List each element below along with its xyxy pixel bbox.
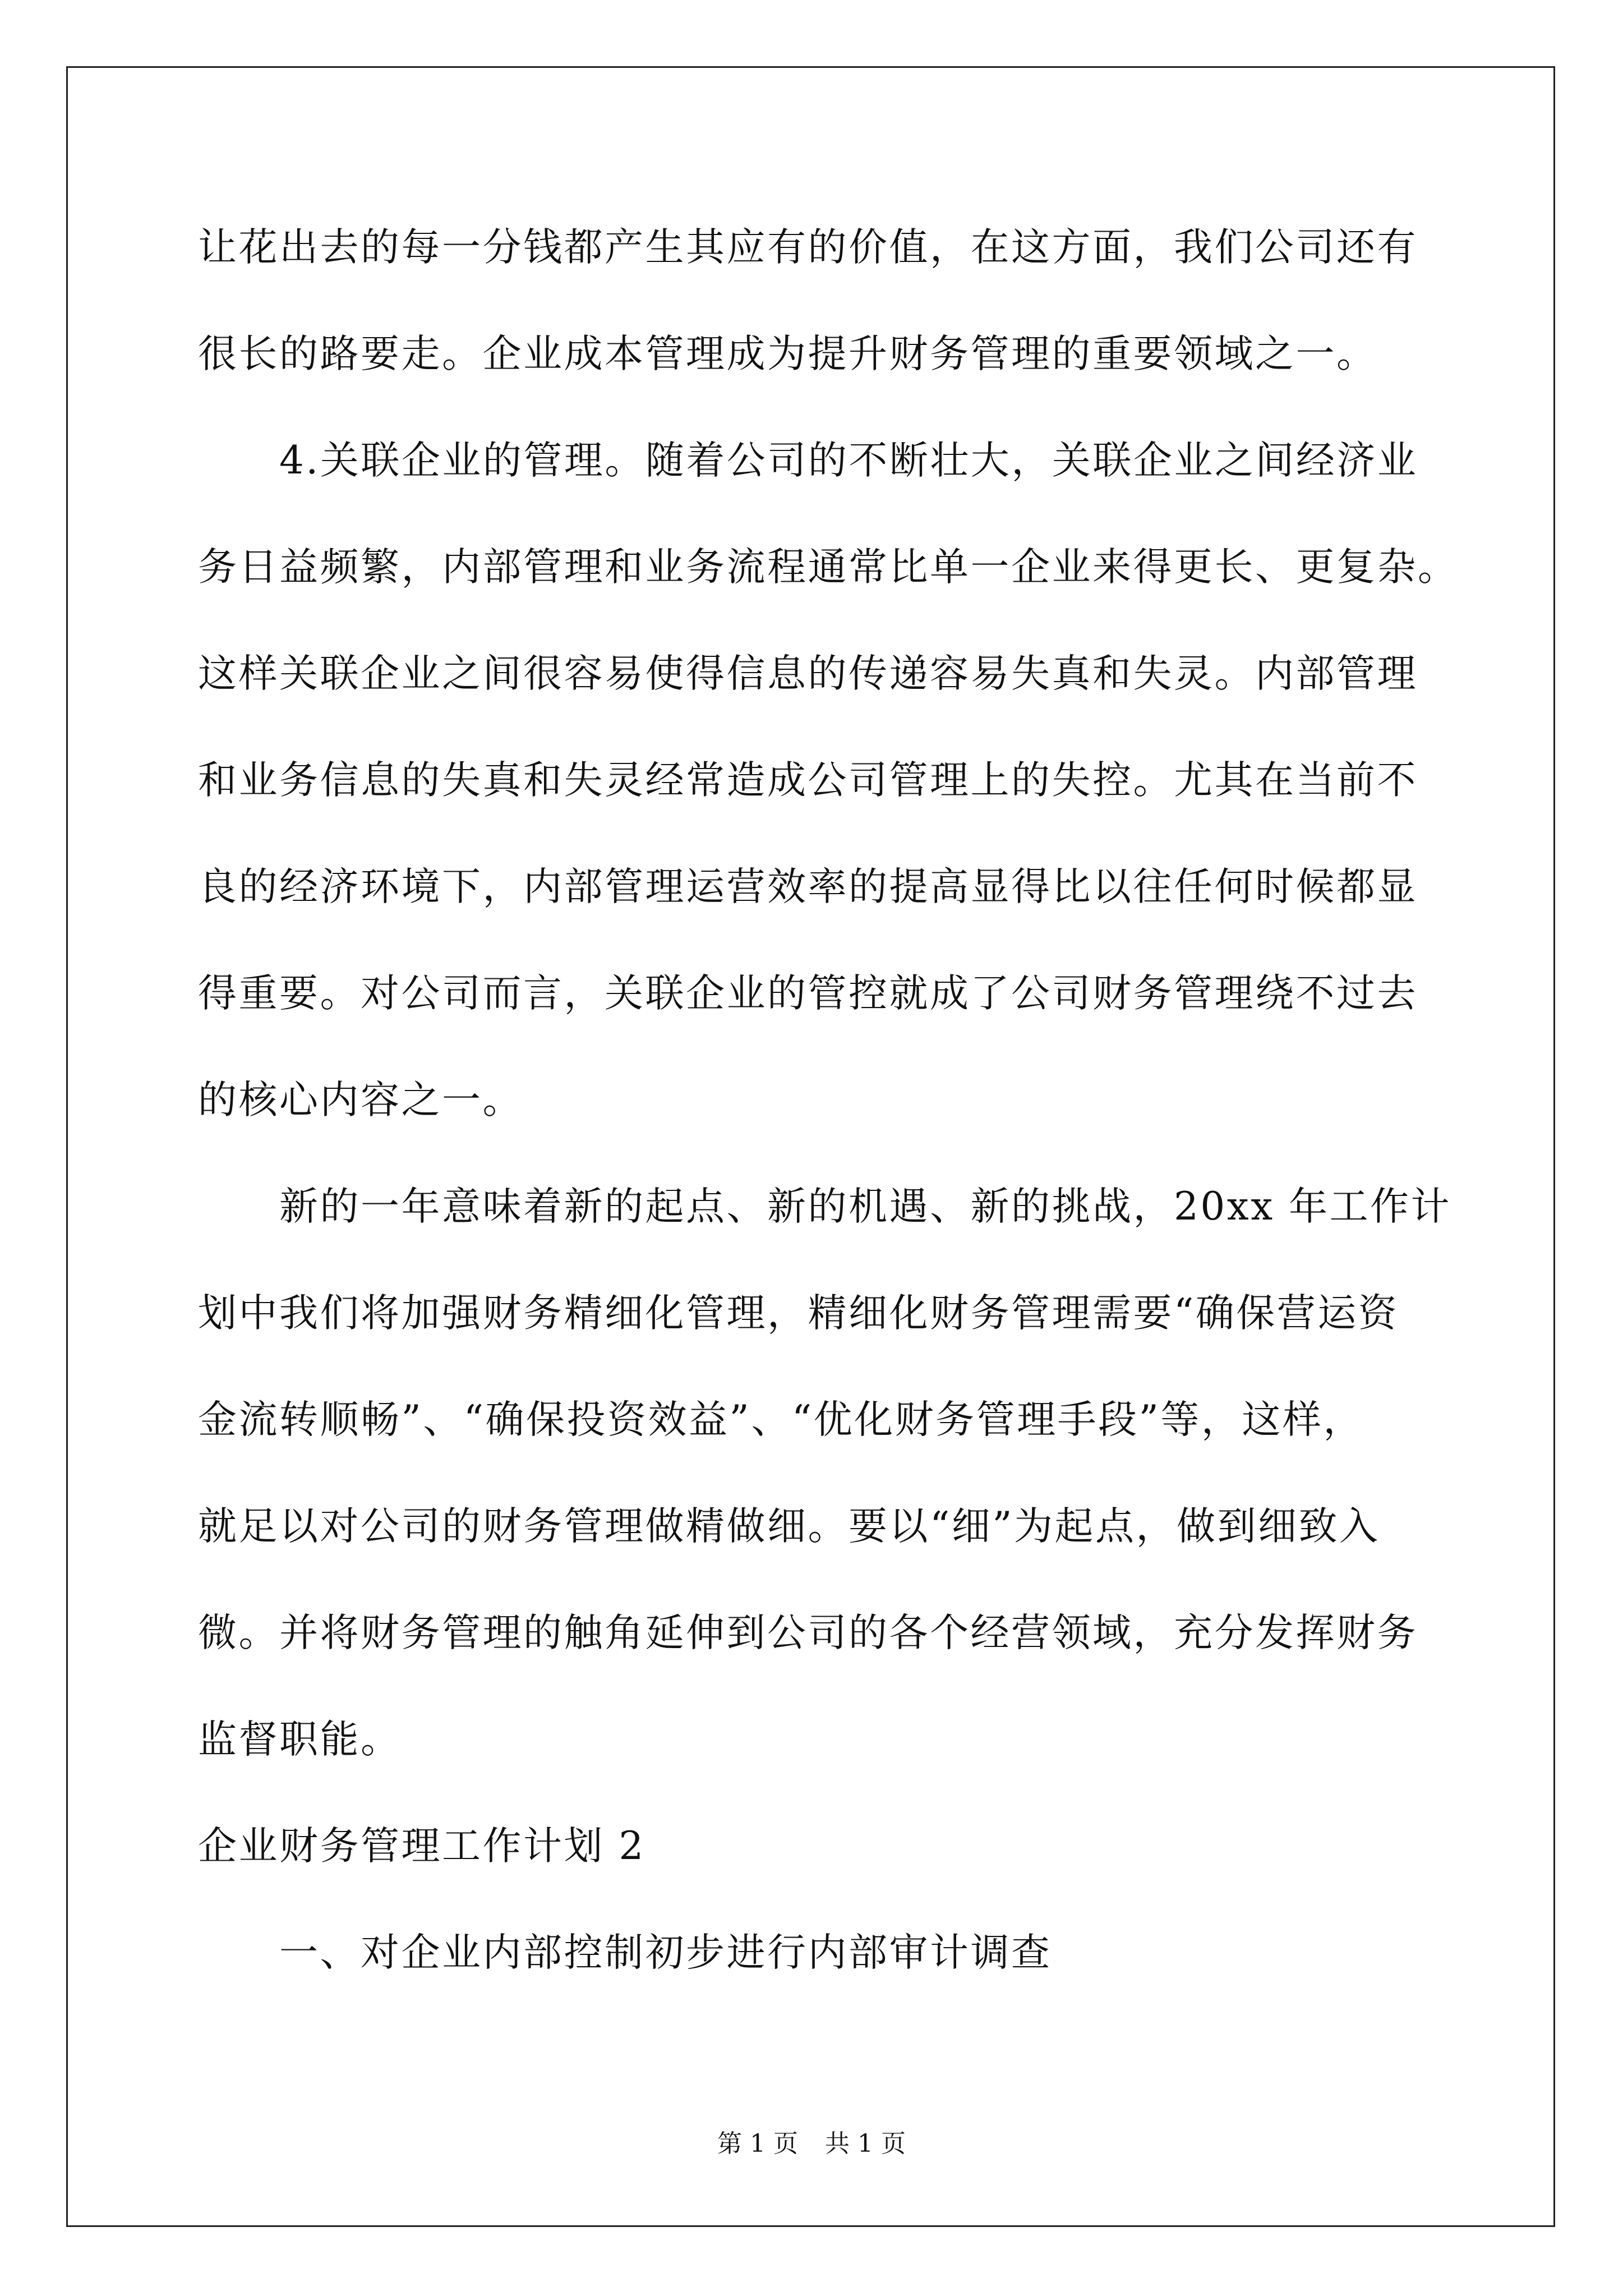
page-number: 第 1 页 [717,2129,798,2158]
body-line: 让花出去的每一分钱都产生其应有的价值，在这方面，我们公司还有 [198,225,1418,270]
subsection-heading: 一、对企业内部控制初步进行内部审计调查 [198,1930,1052,1975]
body-line: 和业务信息的失真和失灵经常造成公司管理上的失控。尤其在当前不 [198,758,1418,803]
page-border [66,66,1555,2227]
body-line: 这样关联企业之间很容易使得信息的传递容易失真和失灵。内部管理 [198,651,1418,696]
body-line: 很长的路要走。企业成本管理成为提升财务管理的重要领域之一。 [198,332,1377,376]
body-line: 得重要。对公司而言，关联企业的管控就成了公司财务管理绕不过去 [198,971,1418,1016]
body-line: 金流转顺畅”、“确保投资效益”、“优化财务管理手段”等，这样， [198,1397,1364,1442]
body-line: 划中我们将加强财务精细化管理，精细化财务管理需要“确保营运资 [198,1291,1399,1336]
body-line: 务日益频繁，内部管理和业务流程通常比单一企业来得更长、更复杂。 [198,545,1459,590]
section-heading: 企业财务管理工作计划 2 [198,1824,645,1869]
page-total: 共 1 页 [825,2129,906,2158]
body-line: 良的经济环境下，内部管理运营效率的提高显得比以往任何时候都显 [198,864,1418,909]
body-line: 新的一年意味着新的起点、新的机遇、新的挑战，20xx 年工作计 [198,1184,1452,1229]
body-line: 的核心内容之一。 [198,1078,523,1122]
page-footer [0,2127,1623,2161]
body-line: 4.关联企业的管理。随着公司的不断壮大，关联企业之间经济业 [198,438,1418,483]
body-line: 就足以对公司的财务管理做精做细。要以“细”为起点，做到细致入 [198,1504,1380,1549]
body-line: 监督职能。 [198,1717,402,1762]
body-line: 微。并将财务管理的触角延伸到公司的各个经营领域，充分发挥财务 [198,1611,1418,1655]
